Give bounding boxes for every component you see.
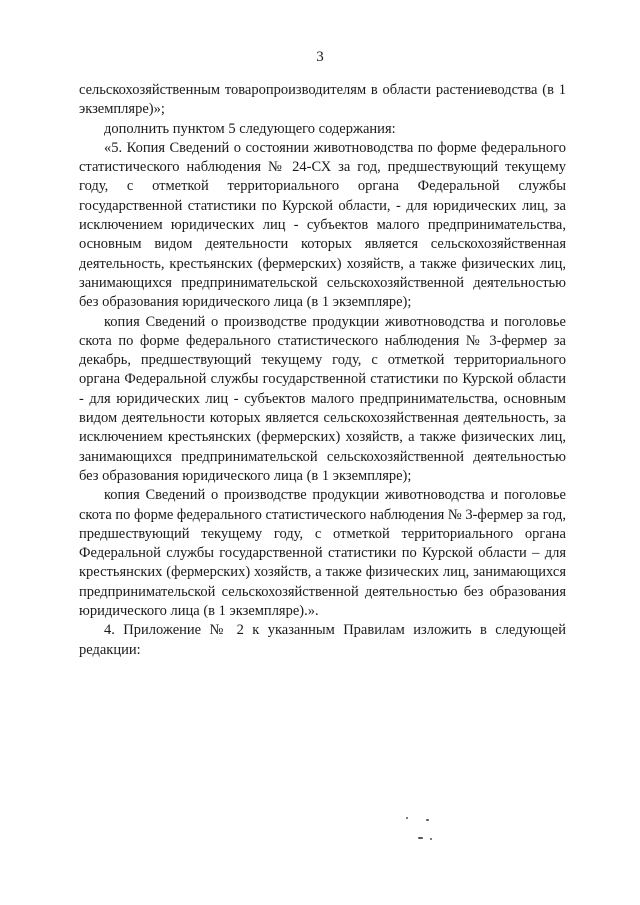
paragraph-amendment-intro: дополнить пунктом 5 следующего содержания: [104, 120, 396, 137]
document-body [79, 81, 566, 660]
scan-artifact [400, 815, 440, 845]
paragraph-continuation: сельскохозяйственным товаропроизводителям в области растениеводства (в 1 экземпляре)»; [79, 82, 566, 118]
paragraph-annex-2: 4. Приложение № 2 к указанным Правилам изложить в следующей редакции: [79, 622, 566, 658]
paragraph-copy-year: копия Сведений о производстве продукции животноводства и поголовье скота по форме федерального статистического наблюдения № 3-фермер за год, предшествующий текущему году, с отметкой территориального органа Федеральной службы государственной статистики по Курской области – для крестьянских (фермерских) хозяйств, а также физических лиц, занимающихся предпринимательской сельскохозяйственной деятельностью без образования юридического лица (в 1 экземпляре).». [79, 487, 566, 620]
paragraph-item-5: «5. Копия Сведений о состоянии животноводства по форме федерального статистического наблюдения № 24-СХ за год, предшествующий текущему году, с отметкой территориального органа Федеральной службы государственной статистики по Курской области, - для юридических лиц, за исключением юридических лиц - субъектов малого предпринимательства, основным видом деятельности которых является сельскохозяйственная деятельность, крестьянских (фермерских) хозяйств, а также физических лиц, занимающихся предпринимательской сельскохозяйственной деятельностью без образования юридического лица (в 1 экземпляре); [79, 139, 566, 311]
paragraph-copy-december: копия Сведений о производстве продукции животноводства и поголовье скота по форме федерального статистического наблюдения № 3-фермер за декабрь, предшествующий текущему году, с отметкой территориального органа Федеральной службы государственной статистики по Курской области - для юридических лиц - субъектов малого предпринимательства, основным видом деятельности которых является сельскохозяйственная деятельность, за исключением крестьянских (фермерских) хозяйств, а также физических лиц, занимающихся предпринимательской сельскохозяйственной деятельностью без образования юридического лица (в 1 экземпляре); [79, 313, 566, 484]
page-number: 3 [316, 49, 324, 65]
